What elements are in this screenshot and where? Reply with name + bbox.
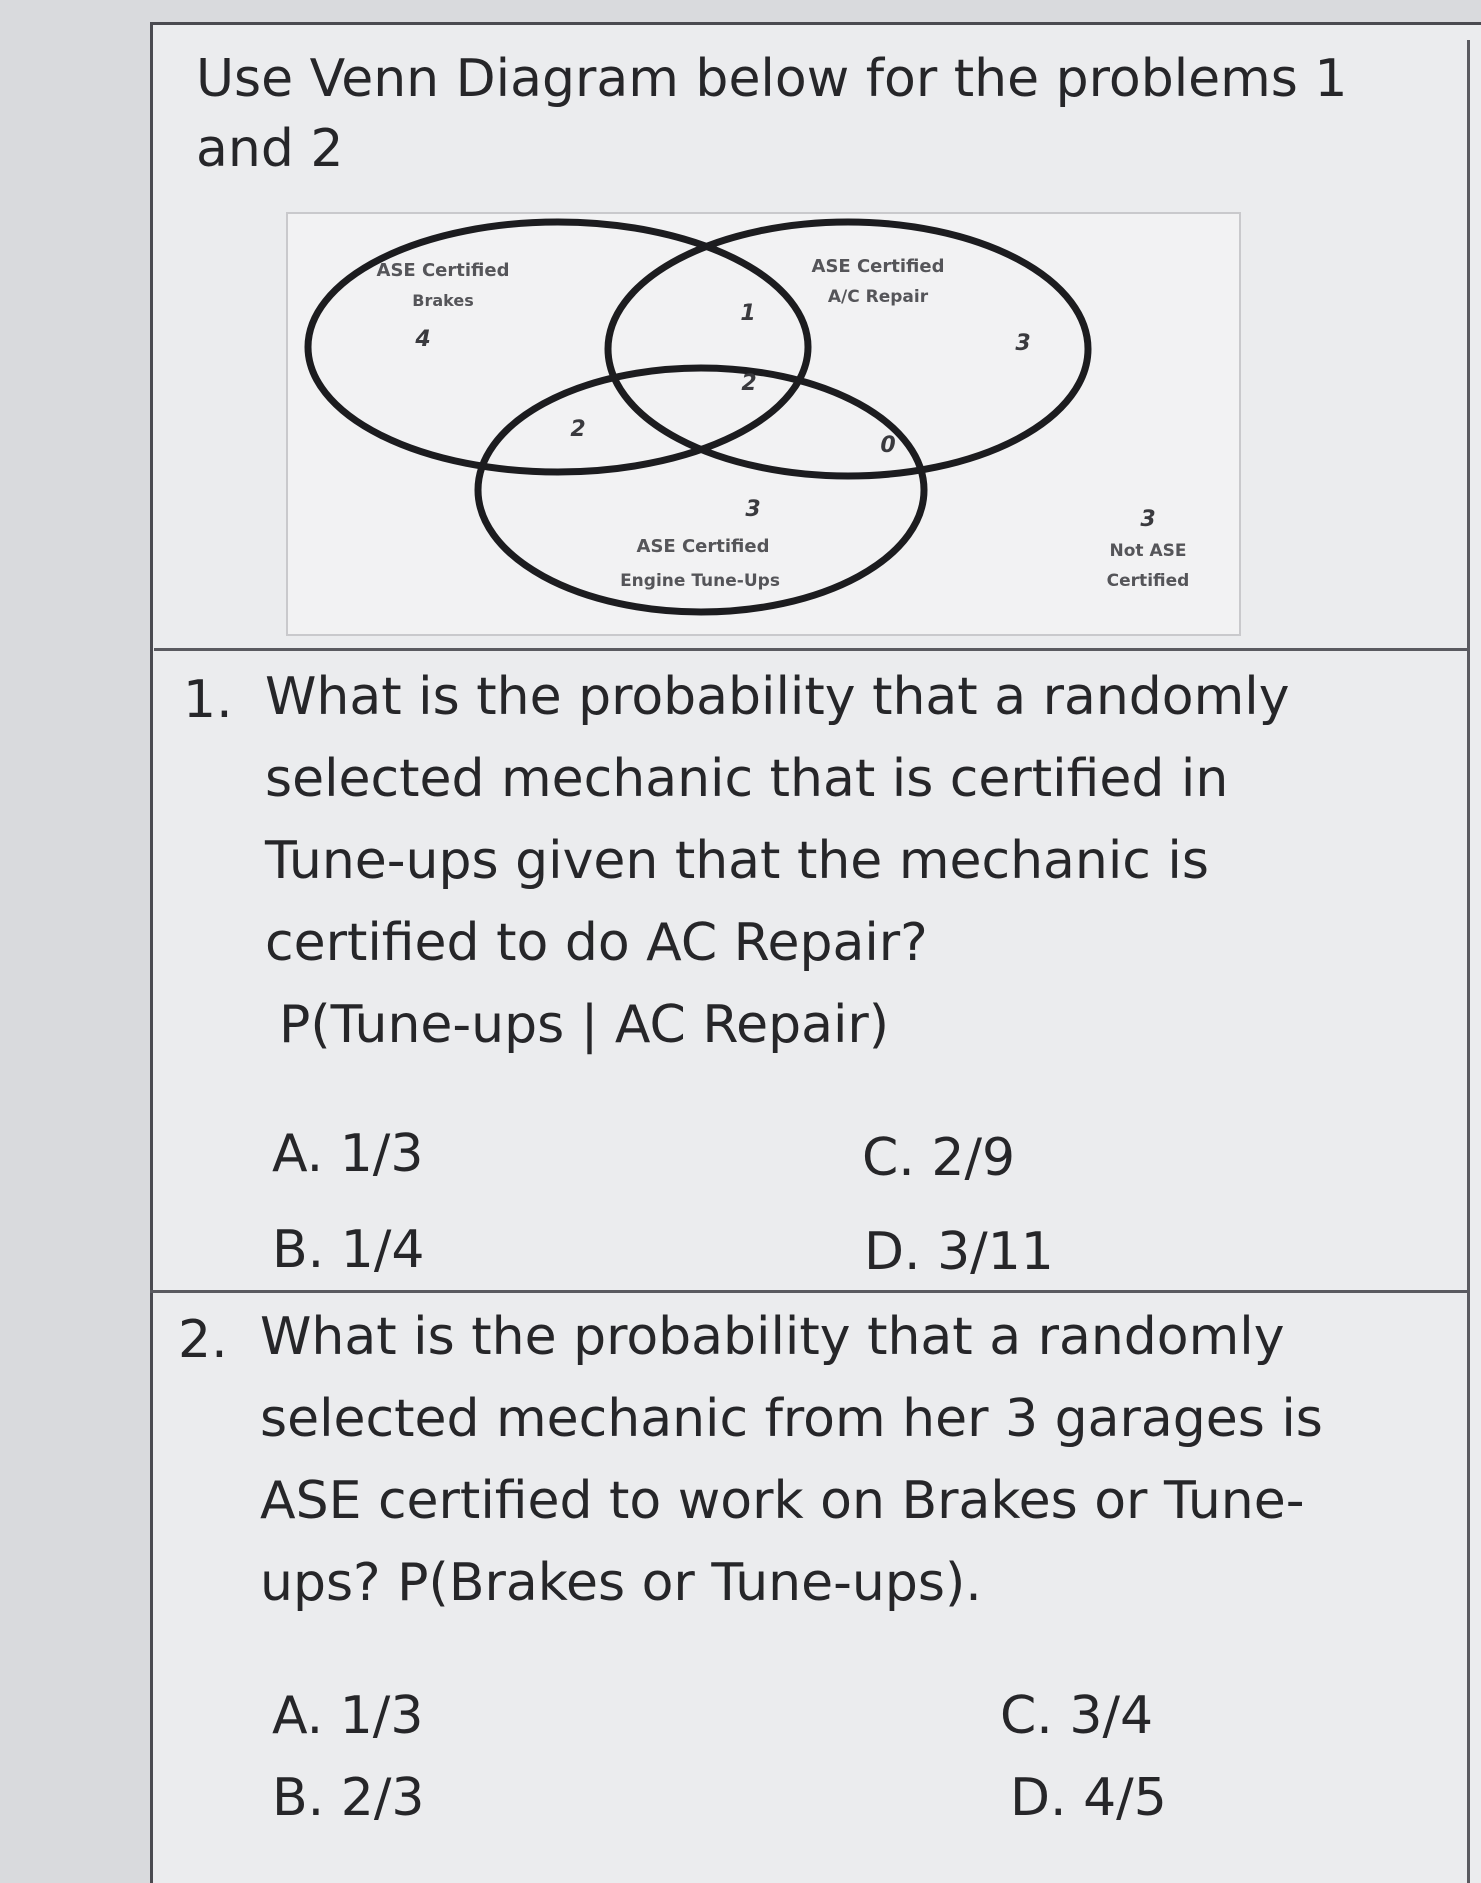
question-2-choice-d[interactable]: D. 4/5 [1010, 1768, 1167, 1828]
label-tuneups-line1: ASE Certified [636, 536, 770, 557]
question-1 [183, 656, 1443, 1056]
instructions-line-1: Use Venn Diagram below for the problems 1 [196, 49, 1348, 109]
count-tuneups-only: 3 [745, 497, 761, 522]
count-ac-tuneups: 0 [880, 433, 896, 458]
count-brakes-tuneups: 2 [570, 417, 586, 442]
question-1-text [265, 656, 1405, 1066]
label-tuneups-line2: Engine Tune-Ups [620, 571, 780, 591]
label-ac-line1: ASE Certified [811, 256, 945, 277]
count-brakes-ac: 1 [740, 301, 756, 326]
label-brakes-line1: ASE Certified [376, 260, 510, 281]
venn-diagram [286, 212, 1241, 636]
question-2-line: What is the probability that a randomly [260, 1307, 1285, 1367]
question-2-number: 2. [178, 1310, 228, 1370]
label-brakes-line2: Brakes [412, 291, 474, 310]
question-2-choice-a[interactable]: A. 1/3 [272, 1686, 424, 1746]
count-all-three: 2 [741, 371, 757, 396]
count-outside: 3 [1140, 507, 1156, 532]
question-1-choice-a[interactable]: A. 1/3 [272, 1124, 424, 1184]
question-2-line: ASE certified to work on Brakes or Tune- [260, 1471, 1305, 1531]
question-1-choice-c[interactable]: C. 2/9 [862, 1128, 1016, 1188]
question-1-line: selected mechanic that is certified in [265, 749, 1229, 809]
question-1-number: 1. [183, 670, 233, 730]
question-1-choice-b[interactable]: B. 1/4 [272, 1220, 425, 1280]
question-2-choice-c[interactable]: C. 3/4 [1000, 1686, 1154, 1746]
instructions-heading [196, 44, 1436, 184]
count-ac-only: 3 [1015, 331, 1031, 356]
count-brakes-only: 4 [415, 327, 431, 352]
question-2-text [260, 1296, 1400, 1624]
question-2-line: selected mechanic from her 3 garages is [260, 1389, 1323, 1449]
question-1-line: What is the probability that a randomly [265, 667, 1290, 727]
label-outside-line2: Certified [1106, 571, 1190, 591]
venn-diagram-svg [288, 214, 1243, 638]
question-2-choice-b[interactable]: B. 2/3 [272, 1768, 425, 1828]
question-1-line: certified to do AC Repair? [265, 913, 928, 973]
question-1-choice-d[interactable]: D. 3/11 [864, 1222, 1054, 1282]
divider-question1-question2 [150, 1290, 1470, 1293]
question-1-line: P(Tune-ups | AC Repair) [279, 995, 890, 1055]
table-right-border [1467, 40, 1470, 1883]
question-2 [178, 1296, 1438, 1656]
label-outside-line1: Not ASE [1109, 541, 1187, 561]
divider-diagram-question1 [154, 648, 1470, 651]
question-1-line: Tune-ups given that the mechanic is [265, 831, 1209, 891]
label-ac-line2: A/C Repair [827, 287, 929, 307]
question-2-line: ups? P(Brakes or Tune-ups). [260, 1553, 982, 1613]
instructions-line-2: and 2 [196, 119, 344, 179]
